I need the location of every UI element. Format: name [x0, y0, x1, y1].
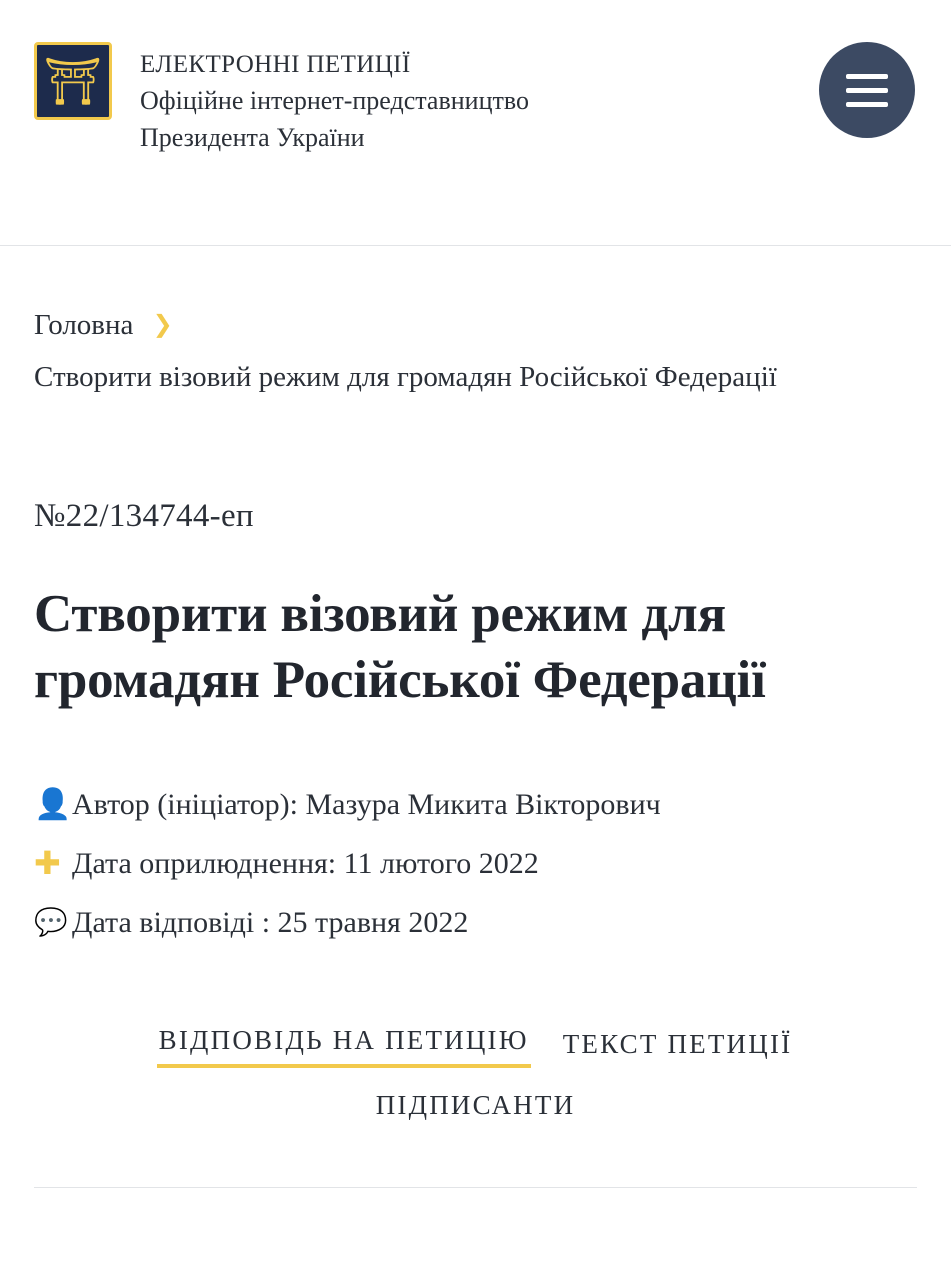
- menu-bar-1: [846, 74, 888, 79]
- breadcrumb-home-link[interactable]: Головна: [34, 309, 134, 341]
- hamburger-menu-icon[interactable]: [819, 42, 915, 138]
- meta-publish-date-text: Дата оприлюднення: 11 лютого 2022: [72, 847, 539, 881]
- petition-meta-list: [34, 776, 917, 951]
- site-title: ЕЛЕКТРОННІ ПЕТИЦІЇ: [140, 51, 411, 78]
- comment-icon: 💬: [34, 906, 68, 938]
- author-icon: 👤: [34, 787, 72, 823]
- tab-answer[interactable]: ВІДПОВІДЬ НА ПЕТИЦІЮ: [157, 1023, 531, 1068]
- site-header: [0, 0, 951, 246]
- breadcrumb-current: Створити візовий режим для громадян Російської Федерації: [34, 360, 777, 393]
- site-subtitle-line-2: Президента України: [140, 123, 365, 153]
- breadcrumb: [34, 246, 917, 402]
- tab-row-secondary: [44, 1088, 907, 1129]
- header-titles: [140, 30, 529, 157]
- tab-signatories[interactable]: ПІДПИСАНТИ: [375, 1090, 576, 1121]
- ukraine-trident-emblem-icon: [34, 42, 112, 120]
- tab-row-primary: [44, 1023, 907, 1068]
- trident-glyph: ⛩: [43, 54, 103, 108]
- petition-tabs: [34, 1023, 917, 1129]
- site-subtitle-line-1: Офіційне інтернет-представництво: [140, 85, 529, 115]
- meta-answer-date: [34, 894, 917, 951]
- menu-bar-3: [846, 102, 888, 107]
- meta-author: [34, 776, 917, 833]
- section-divider: [34, 1187, 917, 1188]
- meta-answer-date-text: Дата відповіді : 25 травня 2022: [72, 906, 469, 940]
- plus-icon: ✚: [34, 844, 61, 883]
- meta-publish-date: [34, 833, 917, 894]
- chevron-right-icon: ❯: [152, 310, 173, 338]
- page-title: Створити візовий режим для громадян Російської Федерації: [34, 584, 766, 710]
- menu-bar-2: [846, 88, 888, 93]
- main-content: [0, 246, 951, 1129]
- petition-number: №22/134744-еп: [34, 497, 254, 534]
- meta-author-text: Автор (ініціатор): Мазура Микита Вікторович: [72, 788, 661, 822]
- tab-petition-text[interactable]: ТЕКСТ ПЕТИЦІЇ: [562, 1029, 793, 1060]
